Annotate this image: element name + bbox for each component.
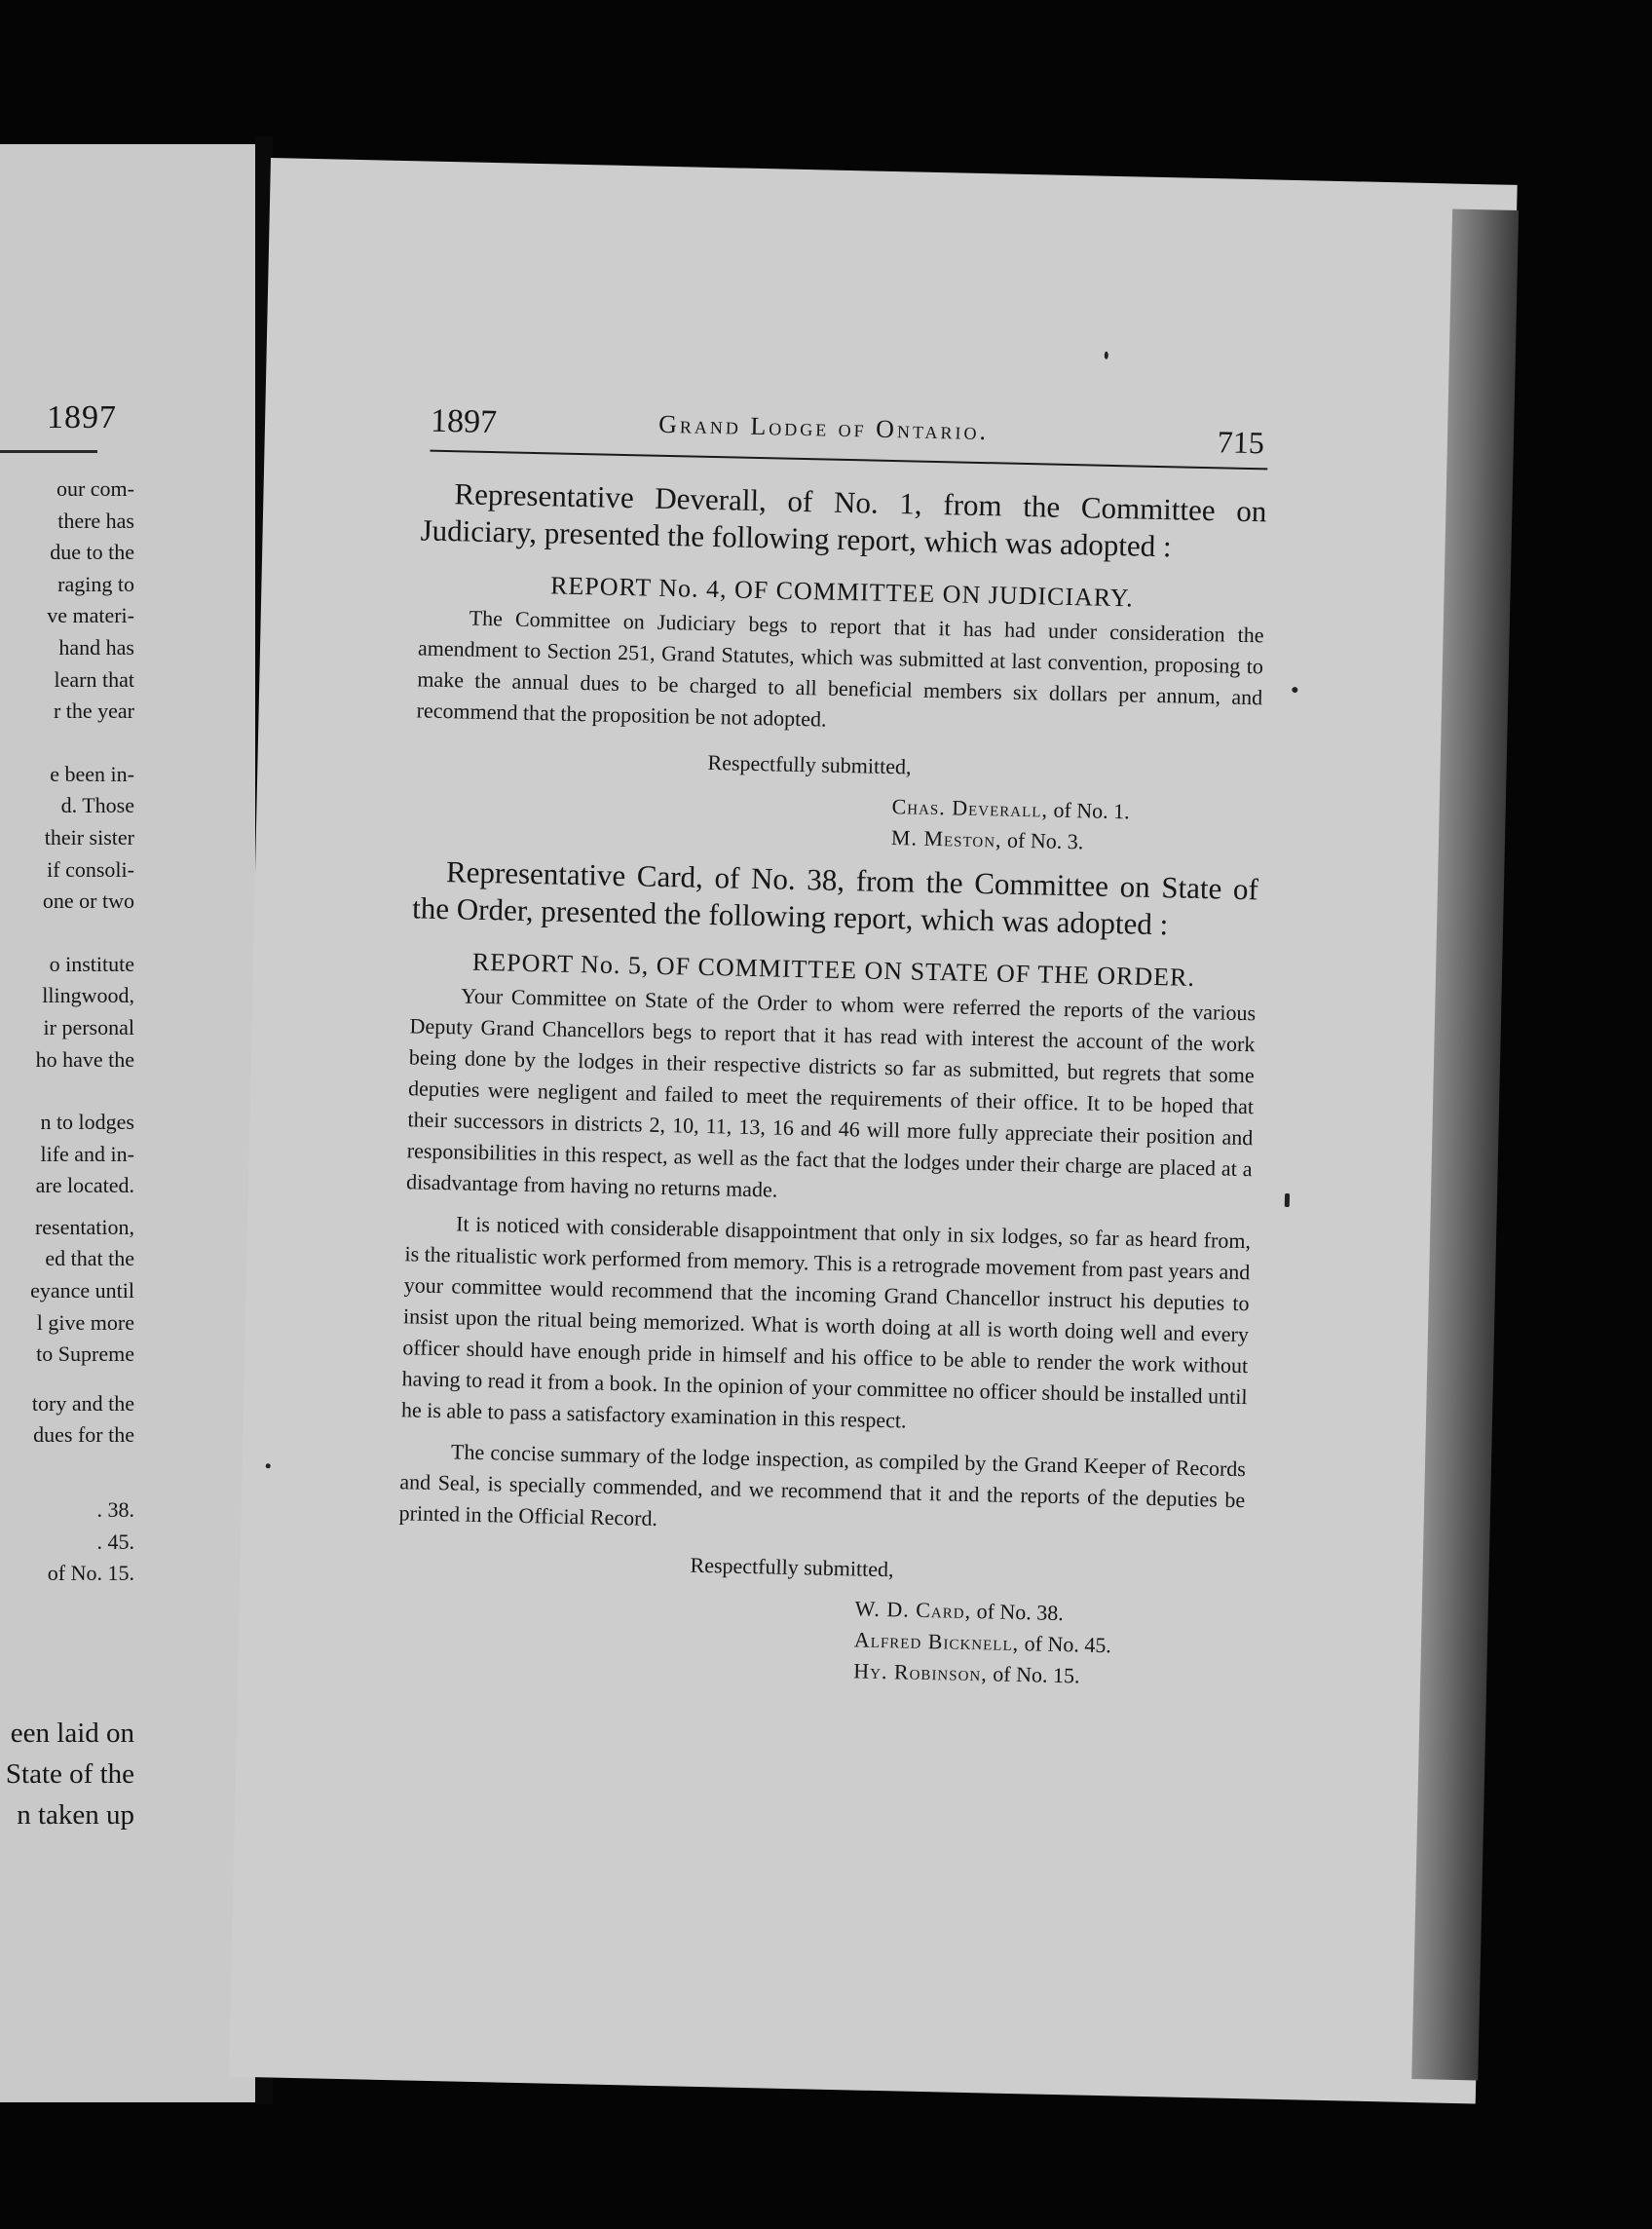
running-head-title: Grand Lodge of Ontario.	[657, 409, 990, 446]
left-line: hand has	[58, 634, 134, 660]
left-line: there has	[57, 508, 134, 533]
page-body	[395, 474, 1267, 1695]
right-page	[229, 158, 1518, 2103]
left-page-text-large	[0, 1713, 134, 1835]
left-header-rule	[0, 450, 97, 453]
signer-lodge: of No. 1.	[1053, 797, 1130, 824]
report-5-paragraph: The concise summary of the lodge inspection, as compiled by the Grand Keeper of Records and Seal, is specially commended, and we recommend that it and the reports of the deputies be printed in the Official Record.	[398, 1439, 1247, 1530]
signer-lodge: of No. 38.	[976, 1599, 1065, 1626]
left-line: . 38.	[96, 1497, 134, 1523]
left-line: ed that the	[45, 1246, 134, 1271]
report-4-heading: REPORT No. 4, OF COMMITTEE ON JUDICIARY.	[549, 571, 1135, 613]
page-number: 715	[1217, 424, 1265, 461]
left-line: . 45.	[96, 1529, 134, 1554]
signer-name: Chas. Deverall,	[891, 794, 1049, 822]
left-line: our com-	[56, 476, 134, 501]
left-line: ve materi-	[47, 603, 134, 628]
left-line: if consoli-	[47, 856, 134, 882]
left-line: to Supreme	[36, 1341, 134, 1367]
left-line: e been in-	[50, 761, 134, 786]
lead-paragraph-state-of-order: Representative Card, of No. 38, from the Committee on State of the Order, presented the following report, which was adopted :	[411, 854, 1259, 942]
left-line: o institute	[49, 951, 134, 976]
signer-name: M. Meston,	[890, 825, 1002, 852]
page-stack-edge	[1411, 208, 1519, 2080]
left-line: raging to	[57, 571, 134, 596]
left-page-year: 1897	[47, 399, 117, 435]
left-line: resentation,	[34, 1214, 134, 1239]
signer-lodge: of No. 3.	[1006, 827, 1084, 854]
paper-specks	[271, 158, 1518, 185]
left-line: eyance until	[30, 1278, 134, 1303]
left-line: dues for the	[33, 1422, 134, 1448]
report-5-paragraph: It is noticed with considerable disappointment that only in six lodges, so far as heard from, is the ritualistic work performed from memory. This is a retrograde movement from past years and your committee would recommend that the incoming Grand Chancellor instruct his deputies to insist upon the ritual being memorized. What is worth doing at all is worth doing well and every officer should have enough pride in himself and his office to be able to render the work without having to read it from a book. In the opinion of your committee no officer should be installed until he is able to pass a satisfactory examination in this respect.	[400, 1211, 1252, 1433]
left-line: due to the	[50, 540, 134, 565]
signer-name: Alfred Bicknell,	[853, 1627, 1020, 1656]
left-line: d. Those	[60, 793, 134, 818]
left-line: of No. 15.	[47, 1561, 134, 1586]
left-line: ir personal	[43, 1014, 134, 1039]
left-line: their sister	[44, 824, 134, 850]
running-head-year: 1897	[430, 402, 498, 441]
signer-lodge: of No. 45.	[1024, 1631, 1112, 1658]
report-5-paragraph: Your Committee on State of the Order to whom were referred the reports of the various Deputy Grand Chancellors begs to report that it has read with interest the account of the work being done by the lodges in their respective districts so far as submitted, but regrets that some deputies were negligent and failed to meet the requirements of their office. It to be hoped that their successors in districts 2, 10, 11, 13, 16 and 46 will more fully appreciate their position and responsibilities in this respect, as well as the fact that the lodges under their charge are placed at a disadvantage from having no returns made.	[405, 983, 1257, 1202]
signer-lodge: of No. 15.	[993, 1661, 1080, 1688]
left-line: llingwood,	[42, 983, 134, 1008]
respectfully-submitted-2: Respectfully submitted,	[690, 1552, 894, 1582]
report-5-heading: REPORT No. 5, OF COMMITTEE ON STATE OF THE ORDER.	[471, 947, 1196, 992]
lead-paragraph-judiciary: Representative Deverall, of No. 1, from the Committee on Judiciary, presented the following report, which was adopted :	[420, 476, 1267, 564]
left-line: life and in-	[40, 1141, 134, 1166]
left-page-text	[0, 473, 134, 1590]
left-line: learn that	[54, 666, 134, 692]
left-line: n taken up	[17, 1799, 134, 1831]
left-line: r the year	[53, 699, 134, 724]
signer-name: W. D. Card,	[854, 1596, 972, 1624]
left-line: tory and the	[31, 1390, 134, 1416]
left-line: are located.	[35, 1173, 134, 1198]
running-head	[431, 403, 1269, 467]
left-line: one or two	[42, 888, 134, 914]
left-line: een laid on	[10, 1718, 134, 1749]
left-line: State of the	[5, 1758, 134, 1790]
report-4-text: The Committee on Judiciary begs to report that it has had under consideration the amendment to Section 251, Grand Statutes, which was submitted at last convention, proposing to make the annual dues to be charged to all beneficial members six dollars per annum, and recommend that the proposition be not adopted.	[416, 605, 1264, 732]
respectfully-submitted-1: Respectfully submitted,	[707, 749, 912, 779]
left-line: ho have the	[35, 1046, 134, 1072]
left-page	[0, 144, 259, 2102]
left-line: n to lodges	[40, 1110, 134, 1135]
left-line: l give more	[36, 1309, 134, 1335]
signer-name: Hy. Robinson,	[852, 1658, 989, 1686]
